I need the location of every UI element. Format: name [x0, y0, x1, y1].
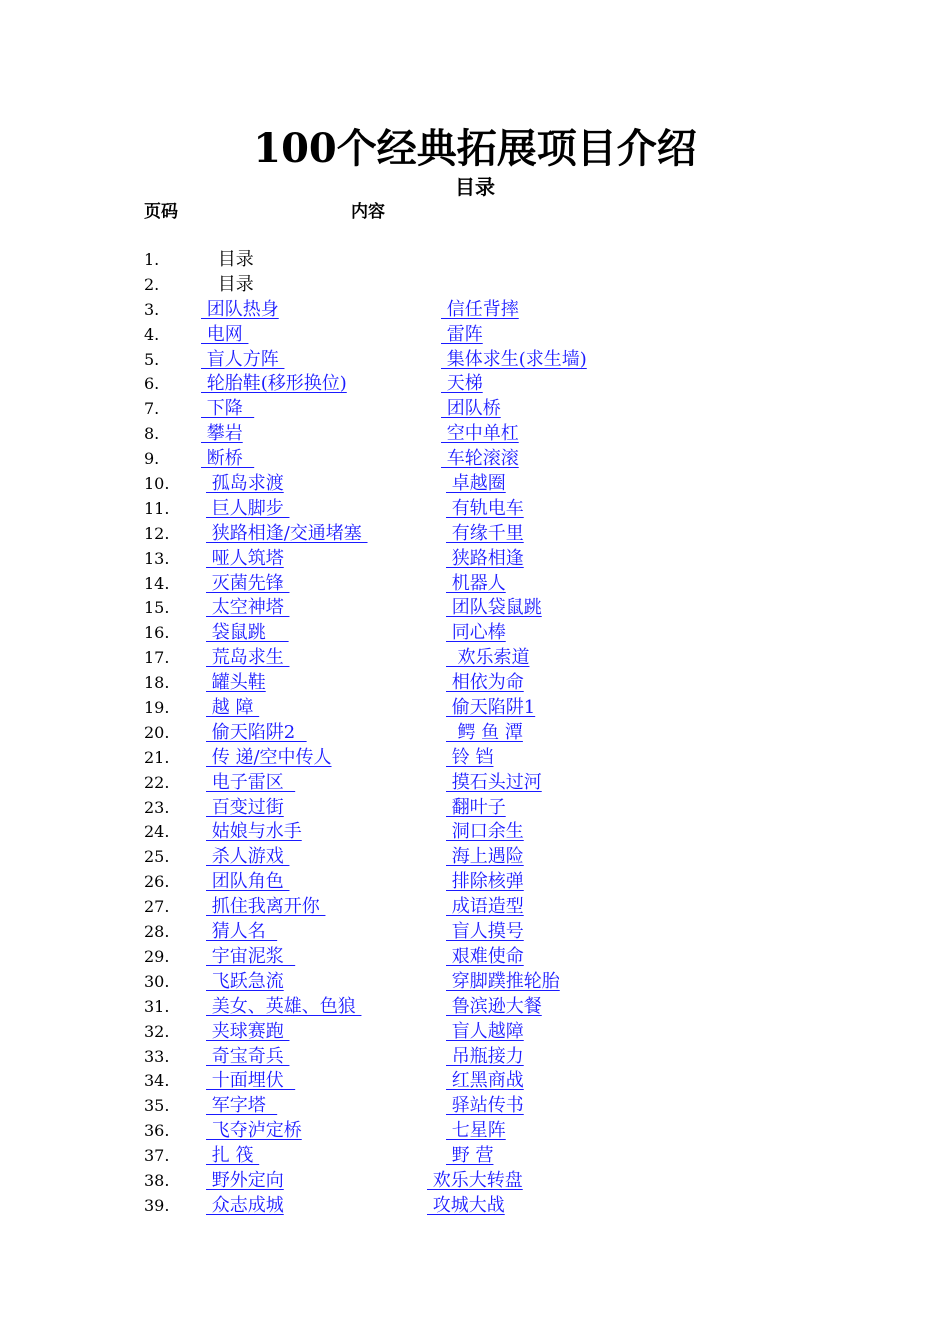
toc-entry-left[interactable]: 下降: [201, 398, 255, 420]
toc-page-number: 19.: [144, 698, 170, 718]
toc-row: [0, 497, 950, 522]
toc-entry-left[interactable]: 攀岩: [201, 423, 243, 445]
toc-page-number: 17.: [144, 648, 170, 668]
toc-entry-right[interactable]: 铃 铛: [446, 746, 494, 768]
toc-entry-left[interactable]: 夹球赛跑: [206, 1020, 290, 1042]
toc-entry-left[interactable]: 电子雷区: [206, 771, 296, 793]
toc-heading: 目录: [455, 175, 495, 199]
toc-entry-left: 目录: [212, 273, 254, 295]
toc-entry-left[interactable]: 飞夺泸定桥: [206, 1120, 302, 1142]
toc-row: [0, 1069, 950, 1094]
toc-entry-right[interactable]: 团队袋鼠跳: [446, 597, 542, 619]
toc-row: [0, 372, 950, 397]
header-content: 内容: [351, 202, 385, 222]
toc-row: [0, 870, 950, 895]
toc-entry-left: 目录: [212, 249, 254, 270]
toc-row: [0, 671, 950, 696]
toc-page-number: 13.: [144, 548, 170, 568]
toc-entry-right[interactable]: 机器人: [446, 572, 506, 594]
toc-page-number: 14.: [144, 573, 170, 593]
toc-page-number: 22.: [144, 772, 170, 792]
toc-entry-right[interactable]: 盲人越障: [446, 1020, 524, 1042]
toc-entry-left[interactable]: 灭菌先锋: [206, 572, 290, 594]
toc-page-number: 25.: [144, 847, 170, 867]
toc-entry-left[interactable]: 杀人游戏: [206, 846, 290, 868]
toc-page-number: 11.: [144, 498, 170, 518]
toc-entry-left[interactable]: 姑娘与水手: [206, 821, 302, 843]
toc-page-number: 23.: [144, 797, 170, 817]
toc-entry-left[interactable]: 众志成城: [206, 1194, 284, 1216]
toc-page-number: 27.: [144, 897, 170, 917]
toc-row: [0, 1020, 950, 1045]
toc-entry-right[interactable]: 翻叶子: [446, 796, 506, 818]
toc-entry-left[interactable]: 团队角色: [206, 871, 290, 893]
toc-row: [0, 796, 950, 821]
toc-entry-right[interactable]: 偷天陷阱1: [446, 697, 536, 719]
toc-row: [0, 298, 950, 323]
toc-entry-left[interactable]: 野外定向: [206, 1169, 284, 1191]
toc-page-number: 30.: [144, 971, 170, 991]
toc-row: [0, 721, 950, 746]
toc-page-number: 24.: [144, 822, 170, 842]
toc-entry-right[interactable]: 海上遇险: [446, 846, 524, 868]
toc-entry-left[interactable]: 罐头鞋: [206, 672, 266, 694]
toc-page-number: 12.: [144, 523, 170, 543]
table-of-contents: [0, 248, 950, 1219]
toc-entry-right[interactable]: 盲人摸号: [446, 921, 524, 943]
toc-row: [0, 397, 950, 422]
toc-page-number: 39.: [144, 1195, 170, 1215]
toc-page-number: 6.: [144, 374, 160, 394]
toc-row: [0, 522, 950, 547]
toc-entry-left[interactable]: 越 障: [206, 697, 260, 719]
toc-entry-right[interactable]: 信任背摔: [441, 298, 519, 320]
toc-row: [0, 248, 950, 273]
toc-page-number: 5.: [144, 349, 160, 369]
toc-entry-right[interactable]: 排除核弹: [446, 871, 524, 893]
toc-entry-left[interactable]: 美女、英雄、色狼: [206, 995, 362, 1017]
toc-page-number: 1.: [144, 250, 160, 269]
toc-entry-right[interactable]: 七星阵: [446, 1120, 506, 1142]
toc-entry-right[interactable]: 同心棒: [446, 622, 506, 644]
toc-row: [0, 920, 950, 945]
toc-page-number: 26.: [144, 872, 170, 892]
toc-row: [0, 970, 950, 995]
toc-entry-right[interactable]: 雷阵: [441, 323, 483, 345]
toc-page-number: 31.: [144, 996, 170, 1016]
toc-entry-right[interactable]: 空中单杠: [441, 423, 519, 445]
toc-entry-right[interactable]: 洞口余生: [446, 821, 524, 843]
toc-entry-left[interactable]: 巨人脚步: [206, 497, 290, 519]
toc-row: [0, 696, 950, 721]
toc-entry-right[interactable]: 集体求生(求生墙): [441, 348, 587, 370]
toc-entry-left[interactable]: 百变过街: [206, 796, 284, 818]
toc-entry-left[interactable]: 十面埋伏: [206, 1070, 296, 1092]
toc-page-number: 21.: [144, 747, 170, 767]
toc-page-number: 38.: [144, 1170, 170, 1190]
toc-entry-left[interactable]: 飞跃急流: [206, 970, 284, 992]
toc-row: [0, 1194, 950, 1219]
toc-page-number: 33.: [144, 1046, 170, 1066]
toc-entry-right[interactable]: 吊瓶接力: [446, 1045, 524, 1067]
toc-entry-right[interactable]: 红黑商战: [446, 1070, 524, 1092]
toc-row: [0, 945, 950, 970]
toc-entry-left[interactable]: 宇宙泥浆: [206, 945, 296, 967]
toc-entry-right[interactable]: 艰难使命: [446, 945, 524, 967]
toc-entry-right[interactable]: 狭路相逢: [446, 547, 524, 569]
toc-page-number: 28.: [144, 922, 170, 942]
toc-row: [0, 273, 950, 298]
toc-entry-left[interactable]: 团队热身: [201, 298, 279, 320]
toc-row: [0, 646, 950, 671]
toc-page-number: 15.: [144, 598, 170, 618]
toc-entry-right[interactable]: 攻城大战: [427, 1194, 505, 1216]
toc-page-number: 10.: [144, 474, 170, 494]
toc-page-number: 32.: [144, 1021, 170, 1041]
toc-row: [0, 845, 950, 870]
toc-entry-right[interactable]: 欢乐索道: [446, 647, 530, 669]
toc-row: [0, 596, 950, 621]
toc-entry-left[interactable]: 袋鼠跳: [206, 622, 289, 644]
toc-entry-right[interactable]: 穿脚蹼推轮胎: [446, 970, 560, 992]
toc-entry-right[interactable]: 卓越圈: [446, 473, 506, 495]
toc-entry-right[interactable]: 车轮滚滚: [441, 448, 519, 470]
toc-entry-left[interactable]: 盲人方阵: [201, 348, 285, 370]
toc-row: [0, 422, 950, 447]
toc-page-number: 2.: [144, 274, 160, 294]
toc-row: [0, 1119, 950, 1144]
toc-row: [0, 323, 950, 348]
toc-row: [0, 572, 950, 597]
toc-page-number: 36.: [144, 1121, 170, 1141]
toc-entry-left[interactable]: 狭路相逢/交通堵塞: [206, 522, 368, 544]
toc-entry-right[interactable]: 成语造型: [446, 896, 524, 918]
toc-page-number: 18.: [144, 673, 170, 693]
toc-entry-left[interactable]: 军字塔: [206, 1095, 278, 1117]
toc-entry-left[interactable]: 抓住我离开你: [206, 896, 326, 918]
toc-row: [0, 1169, 950, 1194]
toc-row: [0, 621, 950, 646]
toc-page-number: 37.: [144, 1146, 170, 1166]
toc-row: [0, 472, 950, 497]
toc-row: [0, 547, 950, 572]
toc-page-number: 16.: [144, 623, 170, 643]
toc-row: [0, 348, 950, 373]
toc-entry-left[interactable]: 偷天陷阱2: [206, 721, 307, 743]
toc-entry-left[interactable]: 轮胎鞋(移形换位): [201, 373, 347, 395]
toc-page-number: 9.: [144, 449, 160, 469]
toc-row: [0, 1045, 950, 1070]
toc-entry-left[interactable]: 扎 筏: [206, 1145, 260, 1167]
toc-page-number: 29.: [144, 946, 170, 966]
toc-entry-left[interactable]: 电网: [201, 323, 249, 345]
toc-entry-right[interactable]: 欢乐大转盘: [427, 1169, 523, 1191]
toc-row: [0, 1094, 950, 1119]
toc-row: [0, 771, 950, 796]
toc-entry-left[interactable]: 孤岛求渡: [206, 473, 284, 495]
toc-entry-right[interactable]: 摸石头过河: [446, 771, 542, 793]
toc-entry-right[interactable]: 有缘千里: [446, 522, 524, 544]
toc-entry-right[interactable]: 鳄 鱼 潭: [446, 721, 523, 743]
toc-entry-right[interactable]: 团队桥: [441, 398, 501, 420]
toc-entry-left[interactable]: 荒岛求生: [206, 647, 290, 669]
toc-page-number: 4.: [144, 324, 160, 344]
toc-entry-left[interactable]: 断桥: [201, 448, 255, 470]
toc-page-number: 7.: [144, 399, 160, 419]
toc-entry-right[interactable]: 驿站传书: [446, 1095, 524, 1117]
toc-entry-right[interactable]: 相依为命: [446, 672, 524, 694]
toc-row: [0, 820, 950, 845]
toc-entry-right[interactable]: 野 营: [446, 1145, 494, 1167]
header-page: 页码: [144, 202, 178, 222]
toc-page-number: 35.: [144, 1096, 170, 1116]
toc-entry-left[interactable]: 哑人筑塔: [206, 547, 284, 569]
toc-row: [0, 1144, 950, 1169]
toc-entry-right[interactable]: 天梯: [441, 373, 483, 395]
toc-row: [0, 895, 950, 920]
toc-page-number: 3.: [144, 299, 160, 319]
toc-entry-left[interactable]: 传 递/空中传人: [206, 746, 332, 768]
toc-row: [0, 995, 950, 1020]
page-title: 100个经典拓展项目介绍: [253, 125, 697, 172]
toc-entry-right[interactable]: 鲁滨逊大餐: [446, 995, 542, 1017]
toc-entry-left[interactable]: 猜人名: [206, 921, 278, 943]
toc-entry-left[interactable]: 太空神塔: [206, 597, 290, 619]
toc-page-number: 34.: [144, 1071, 170, 1091]
toc-entry-right[interactable]: 有轨电车: [446, 497, 524, 519]
toc-page-number: 20.: [144, 722, 170, 742]
toc-page-number: 8.: [144, 424, 160, 444]
toc-entry-left[interactable]: 奇宝奇兵: [206, 1045, 290, 1067]
toc-row: [0, 746, 950, 771]
toc-row: [0, 447, 950, 472]
